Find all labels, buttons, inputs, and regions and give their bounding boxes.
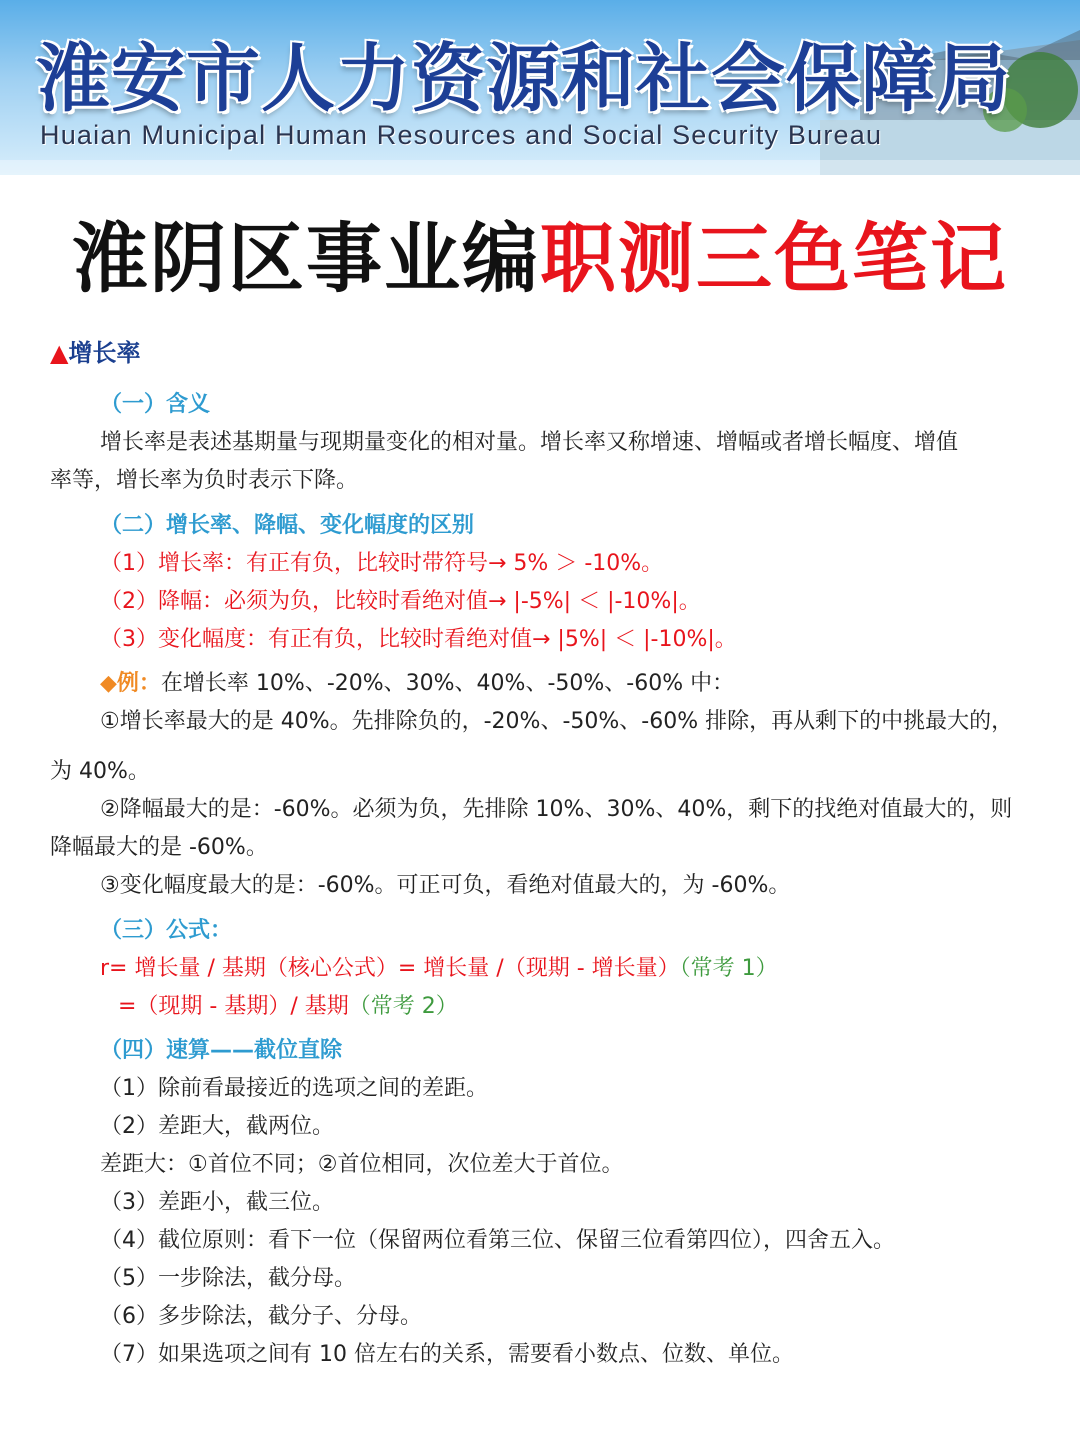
list-item: 差距大：①首位不同；②首位相同，次位差大于首位。 bbox=[100, 1152, 624, 1177]
formula-note: （常考 2） bbox=[348, 994, 458, 1019]
answer-line: ③变化幅度最大的是：-60%。可正可负，看绝对值最大的，为 -60%。 bbox=[100, 873, 791, 898]
list-item: （3）差距小，截三位。 bbox=[100, 1190, 334, 1215]
s2-heading: （二）增长率、降幅、变化幅度的区别 bbox=[100, 513, 475, 538]
list-item: （2）差距大，截两位。 bbox=[100, 1114, 334, 1139]
formula-text: r= 增长量 / 基期（核心公式）= 增长量 /（现期 - 增长量） bbox=[100, 956, 680, 981]
page-title-red: 职测三色笔记 bbox=[540, 214, 1008, 303]
s3-heading: （三）公式： bbox=[100, 918, 233, 943]
section-title: 增长率 bbox=[68, 339, 141, 367]
formula-line bbox=[100, 954, 778, 984]
list-item: （4）截位原则：看下一位（保留两位看第三位、保留三位看第四位），四舍五入。 bbox=[100, 1228, 895, 1253]
bureau-name-cn: 淮安市人力资源和社会保障局 bbox=[36, 36, 1011, 122]
page-title-black: 淮阴区事业编 bbox=[72, 214, 540, 303]
answer-line: ②降幅最大的是：-60%。必须为负，先排除 10%、30%、40%，剩下的找绝对值最大的，则 bbox=[100, 797, 1013, 822]
answer-line: 降幅最大的是 -60%。 bbox=[50, 835, 268, 860]
example-label: ◆例： bbox=[100, 671, 161, 696]
s2-rule: （3）变化幅度：有正有负，比较时看绝对值→ |5%| ＜ |-10%|。 bbox=[100, 627, 737, 652]
banner-fade bbox=[0, 160, 1080, 175]
answer-line: 为 40%。 bbox=[50, 759, 150, 784]
list-item: （5）一步除法，截分母。 bbox=[100, 1266, 356, 1291]
formula-line bbox=[118, 992, 458, 1022]
section-heading bbox=[50, 338, 140, 368]
formula-text: =（现期 - 基期）/ 基期 bbox=[118, 994, 349, 1019]
page-title bbox=[0, 198, 1080, 307]
list-item: （7）如果选项之间有 10 倍左右的关系，需要看小数点、位数、单位。 bbox=[100, 1342, 794, 1367]
s4-heading: （四）速算——截位直除 bbox=[100, 1038, 343, 1063]
example-text: 在增长率 10%、-20%、30%、40%、-50%、-60% 中： bbox=[160, 671, 735, 696]
formula-note: （常考 1） bbox=[679, 956, 778, 981]
header-banner bbox=[0, 0, 1080, 175]
list-item: （1）除前看最接近的选项之间的差距。 bbox=[100, 1076, 488, 1101]
s2-rule: （1）增长率：有正有负，比较时带符号→ 5% ＞ -10%。 bbox=[100, 551, 664, 576]
answer-line: ①增长率最大的是 40%。先排除负的，-20%、-50%、-60% 排除，再从剩下的中挑最大的， bbox=[100, 709, 1014, 734]
bureau-name-en: Huaian Municipal Human Resources and Social Security Bureau bbox=[40, 120, 883, 150]
s1-heading: （一）含义 bbox=[100, 392, 211, 417]
s2-rule: （2）降幅：必须为负，比较时看绝对值→ |-5%| ＜ |-10%|。 bbox=[100, 589, 701, 614]
list-item: （6）多步除法，截分子、分母。 bbox=[100, 1304, 422, 1329]
example-line bbox=[100, 669, 734, 699]
s1-paragraph-line: 增长率是表述基期量与现期量变化的相对量。增长率又称增速、增幅或者增长幅度、增值 bbox=[100, 430, 959, 455]
triangle-icon: ▲ bbox=[50, 339, 69, 367]
s1-paragraph-line: 率等，增长率为负时表示下降。 bbox=[50, 468, 359, 493]
